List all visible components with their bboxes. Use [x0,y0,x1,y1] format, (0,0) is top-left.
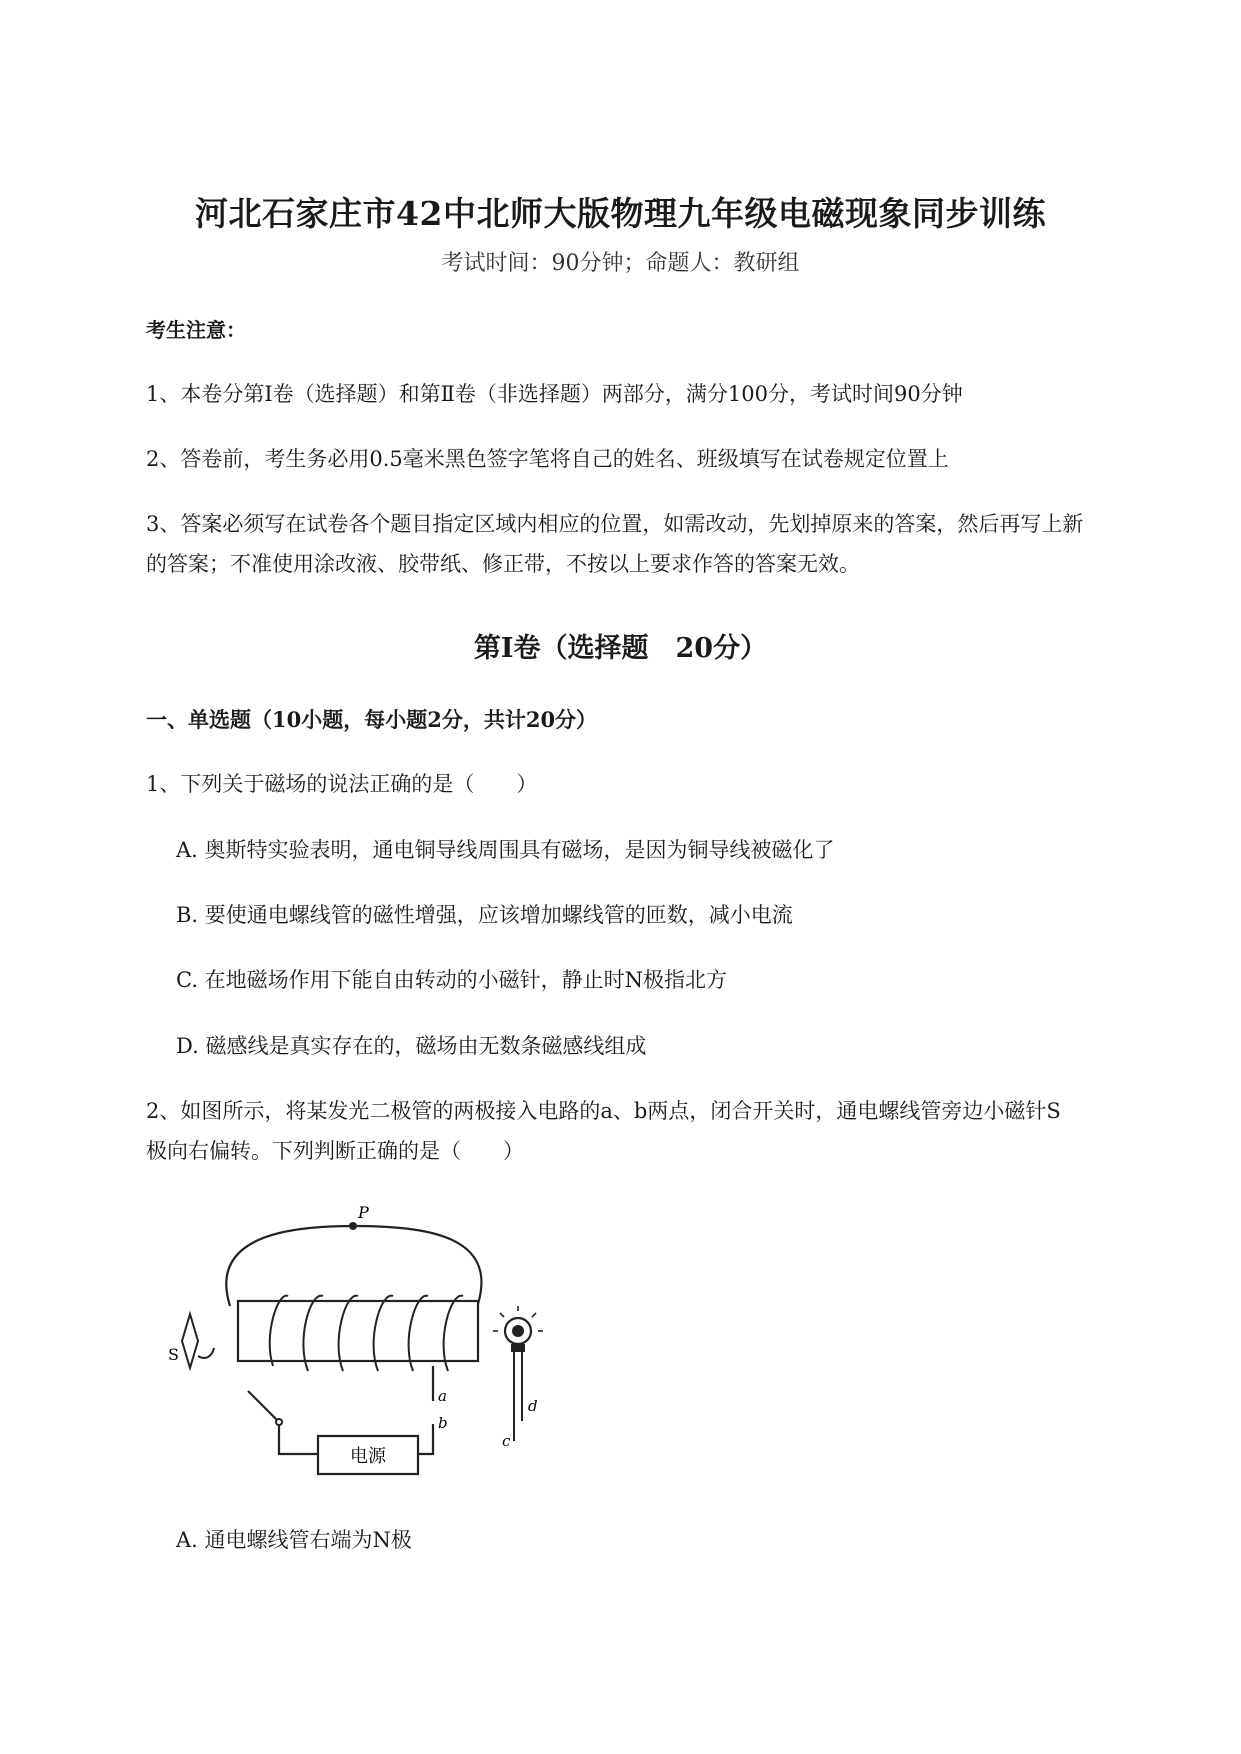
solenoid-coil [270,1296,463,1371]
rotation-arrow-icon [198,1348,214,1358]
notice-heading: 考生注意： [146,318,246,342]
point-p [349,1222,357,1230]
question-1-stem: 1、下列关于磁场的说法正确的是（ ） [146,772,538,796]
solenoid-core [238,1301,478,1361]
question-2-stem: 2、如图所示，将某发光二极管的两极接入电路的a、b两点，闭合开关时，通电螺线管旁边小磁针S [146,1099,1061,1123]
question-1-option-a: A. 奥斯特实验表明，通电铜导线周围具有磁场，是因为铜导线被磁化了 [176,838,835,862]
section-title: 第I卷（选择题 20分） [473,633,768,664]
power-source-label: 电源 [350,1446,386,1467]
notice-item-1: 1、本卷分第I卷（选择题）和第Ⅱ卷（非选择题）两部分，满分100分，考试时间90分钟 [146,382,963,406]
led-icon [493,1306,543,1441]
label-a: a [438,1387,447,1405]
part-heading: 一、单选题（10小题，每小题2分，共计20分） [146,707,598,732]
question-2-option-a: A. 通电螺线管右端为N极 [176,1528,412,1552]
label-p: P [358,1203,369,1222]
question-1-option-d: D. 磁感线是真实存在的，磁场由无数条磁感线组成 [176,1034,647,1058]
question-1-option-c: C. 在地磁场作用下能自由转动的小磁针，静止时N极指北方 [176,968,728,992]
page-title: 河北石家庄市42中北师大版物理九年级电磁现象同步训练 [195,194,1046,233]
label-b: b [438,1414,448,1432]
exam-info: 考试时间：90分钟；命题人：教研组 [441,251,800,276]
circuit-figure [168,1196,568,1467]
notice-item-2: 2、答卷前，考生务必用0.5毫米黑色签字笔将自己的姓名、班级填写在试卷规定位置上 [146,447,949,471]
notice-item-3-cont: 的答案；不准使用涂改液、胶带纸、修正带，不按以上要求作答的答案无效。 [146,552,860,576]
switch [248,1391,278,1421]
label-s: S [168,1345,179,1364]
label-d: d [528,1397,538,1415]
question-1-option-b: B. 要使通电螺线管的磁性增强，应该增加螺线管的匝数，减小电流 [176,903,793,927]
question-2-stem-cont: 极向右偏转。下列判断正确的是（ ） [146,1139,524,1163]
label-c: c [502,1432,511,1450]
compass-needle [182,1314,198,1368]
notice-item-3: 3、答案必须写在试卷各个题目指定区域内相应的位置，如需改动，先划掉原来的答案，然后再写上新 [146,512,1084,536]
